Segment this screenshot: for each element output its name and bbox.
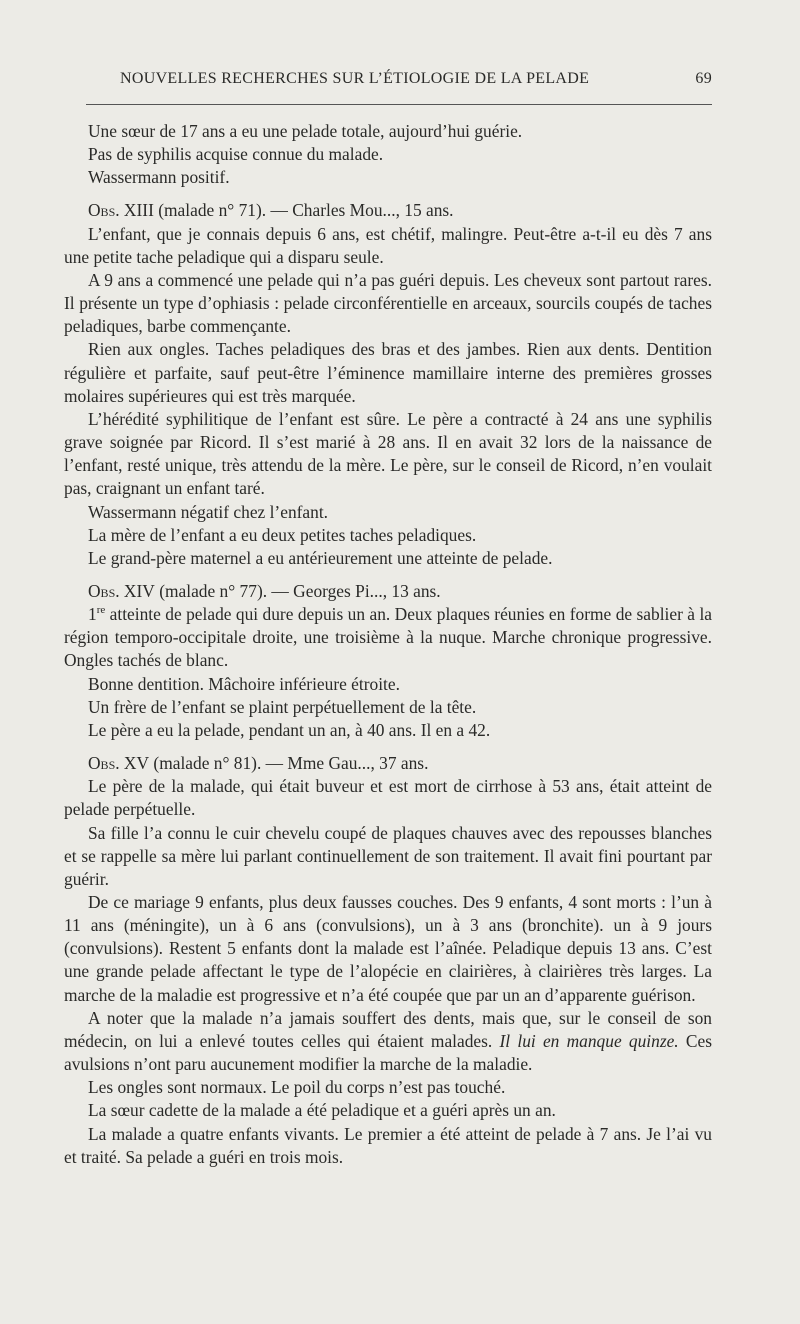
paragraph: Les ongles sont normaux. Le poil du corps n’est pas touché. xyxy=(88,1077,506,1098)
paragraph-text: A noter que la malade n’a jamais souffert des dents, mais que, sur le conseil de son médecin, on lui a enlevé toutes celles qui étaient malades. xyxy=(64,1007,712,1051)
paragraph: Le père de la malade, qui était buveur et est mort de cirrhose à 53 ans, était atteint de pelade perpétuelle. xyxy=(64,776,712,820)
paragraph: Rien aux ongles. Taches peladiques des bras et des jambes. Rien aux dents. Dentition régulière et parfaite, sauf peut-être l’éminence mamillaire interne des premières grosses molaires supérieures qui est très marquée. xyxy=(64,339,712,406)
observation-heading-text: (malade n° 71). — Charles Mou..., 15 ans. xyxy=(158,200,454,221)
paragraph-text: atteinte de pelade qui dure depuis un an. Deux plaques réunies en forme de sablier à la région temporo-occipitale droite, une troisième à la nuque. Marche chronique progressive. Ongles tachés de blanc. xyxy=(64,604,712,671)
paragraph-text: Ces avulsions n’ont paru aucunement modifier la marche de la maladie. xyxy=(64,1030,712,1075)
paragraph: Sa fille l’a connu le cuir chevelu coupé de plaques chauves avec des repousses blanches et se rappelle sa mère lui parlant continuellement de son traitement. Il avait fini pourtant par guérir. xyxy=(64,822,712,889)
observation-label: Obs. XIV xyxy=(88,580,155,601)
paragraph: L’enfant, que je connais depuis 6 ans, est chétif, malingre. Peut-être a-t-il eu dès 7 ans une petite tache peladique qui a disparu seule. xyxy=(64,223,712,267)
observation-heading xyxy=(64,580,712,603)
observation-label: Obs. XV xyxy=(88,753,150,774)
observation-heading-text: (malade n° 81). — Mme Gau..., 37 ans. xyxy=(153,753,429,774)
paragraph: Le grand-père maternel a eu antérieurement une atteinte de pelade. xyxy=(88,547,553,568)
observation-heading xyxy=(64,752,712,775)
paragraph: Wassermann positif. xyxy=(88,167,230,188)
running-title: NOUVELLES RECHERCHES SUR L’ÉTIOLOGIE DE LA PELADE xyxy=(120,70,590,87)
paragraph xyxy=(64,1007,712,1076)
paragraph: La sœur cadette de la malade a été peladique et a guéri après un an. xyxy=(88,1100,556,1121)
paragraph: De ce mariage 9 enfants, plus deux fausses couches. Des 9 enfants, 4 sont morts : l’un à 11 ans (méningite), un à 6 ans (convulsions), un à 3 ans (bronchite). un à 9 jours (convulsions). Restent 5 enfants dont la malade est l’aînée. Peladique depuis 13 ans. C’est une grande pelade affectant le type de l’alopécie en clairières, à clairières très larges. La marche de la maladie est progressive et n’a été coupée que par un an d’apparente guérison. xyxy=(64,892,712,1005)
running-header xyxy=(86,70,712,96)
header-rule xyxy=(86,104,712,105)
paragraph: A 9 ans a commencé une pelade qui n’a pas guéri depuis. Les cheveux sont partout rares. Il présente un type d’ophiasis : pelade circonférentielle en arceaux, sourcils coupés de taches peladiques, barbe commençante. xyxy=(64,269,712,337)
paragraph: Wassermann négatif chez l’enfant. xyxy=(88,501,329,522)
observation-label: Obs. XIII xyxy=(88,200,154,221)
paragraph: Pas de syphilis acquise connue du malade. xyxy=(88,144,384,165)
paragraph: Bonne dentition. Mâchoire inférieure étroite. xyxy=(88,673,400,694)
page-number: 69 xyxy=(695,70,712,87)
paragraph: Une sœur de 17 ans a eu une pelade totale, aujourd’hui guérie. xyxy=(88,121,523,141)
ordinal-number: 1 xyxy=(88,604,97,625)
paragraph: La malade a quatre enfants vivants. Le premier a été atteint de pelade à 7 ans. Je l’ai vu et traité. Sa pelade a guéri en trois mois. xyxy=(64,1123,712,1167)
italic-phrase: Il lui en manque quinze. xyxy=(499,1030,679,1051)
observation-heading-text: (malade n° 77). — Georges Pi..., 13 ans. xyxy=(159,580,441,601)
paragraph: L’hérédité syphilitique de l’enfant est sûre. Le père a contracté à 24 ans une syphilis grave soignée par Ricord. Il s’est marié à 28 ans. Il en avait 32 lors de la naissance de l’enfant, resté unique, très attendu de la mère. Le père, sur le conseil de Ricord, n’en voulait pas, craignant un enfant taré. xyxy=(64,408,712,499)
body-text xyxy=(64,120,712,1169)
ordinal-suffix: re xyxy=(96,604,106,617)
paragraph: La mère de l’enfant a eu deux petites taches peladiques. xyxy=(88,524,477,545)
paragraph xyxy=(64,603,712,672)
paragraph: Le père a eu la pelade, pendant un an, à 40 ans. Il en a 42. xyxy=(88,719,491,740)
observation-heading xyxy=(64,199,712,222)
paragraph: Un frère de l’enfant se plaint perpétuellement de la tête. xyxy=(88,696,477,717)
